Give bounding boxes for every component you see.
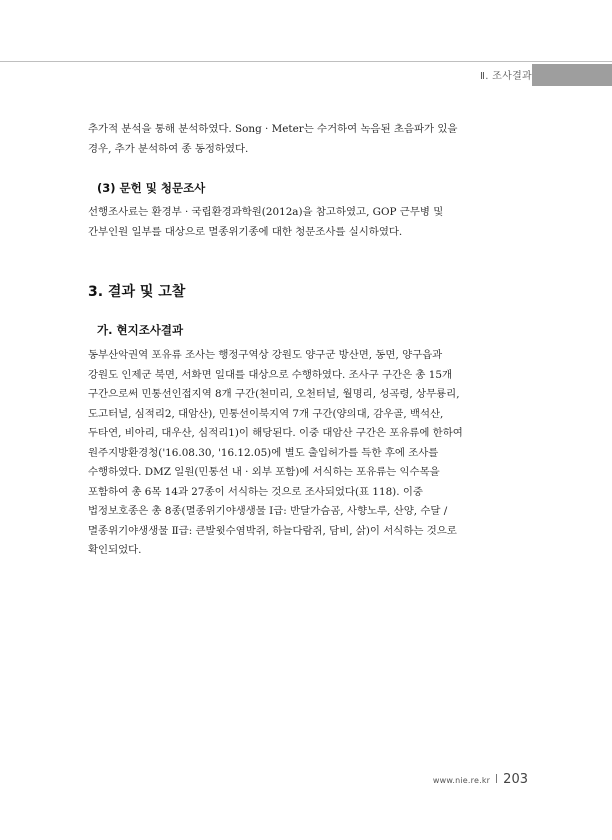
chapter-header: Ⅱ. 조사결과	[479, 71, 532, 82]
page-number: 203	[503, 772, 528, 787]
chapter-tab	[532, 64, 612, 86]
section-heading-results: 3. 결과 및 고찰	[88, 284, 186, 300]
footer-url: www.nie.re.kr	[432, 776, 491, 785]
paragraph-field-survey-results: 동부산악권역 포유류 조사는 행정구역상 강원도 양구군 방산면, 동면, 양구읍과 강원도 인제군 북면, 서화면 일대를 대상으로 수행하였다. 조사구 구간은 총 15개 구간으로써 민통선인접지역 8개 구간(천미리, 오천터널, 월명리, 성곡령, 상무룡리, 도고터널, 심적리2, 대암산), 민통선이북지역 7개 구간(양의대, 감우골, 백석산, 두타연, 비아리, 대우산, 심적리1)이 해당된다. 이중 대암산 구간은 포유류에 한하여 원주지방환경청('16.08.30, '16.12.05)에 별도 출입허가를 득한 후에 조사를 수행하였다. DMZ 일원(민통선 내 · 외부 포함)에 서식하는 포유류는 익수목을 포함하여 총 6목 14과 27종이 서식하는 것으로 조사되었다(표 118). 이중 법정보호종은 총 8종(멸종위기야생생물 Ⅰ급: 반달가슴곰, 사향노루, 산양, 수달 / 멸종위기야생생물 Ⅱ급: 큰발윗수염박쥐, 하늘다람쥐, 담비, 삵)이 서식하는 것으로 확인되었다.	[88, 349, 463, 556]
top-rule	[0, 61, 612, 62]
paragraph-literature-survey: 선행조사료는 환경부 · 국립환경과학원(2012a)을 참고하였고, GOP 근무병 및 간부인원 일부를 대상으로 멸종위기종에 대한 청문조사를 실시하였다.	[88, 206, 444, 238]
page-footer	[433, 772, 528, 787]
paragraph-analysis: 추가적 분석을 통해 분석하였다. Song · Meter는 수거하여 녹음된 초음파가 있을 경우, 추가 분석하여 종 동정하였다.	[88, 123, 458, 155]
subheading-literature-survey: (3) 문헌 및 청문조사	[97, 181, 206, 195]
footer-separator	[496, 774, 497, 783]
subheading-field-survey-results: 가. 현지조사결과	[97, 323, 184, 337]
